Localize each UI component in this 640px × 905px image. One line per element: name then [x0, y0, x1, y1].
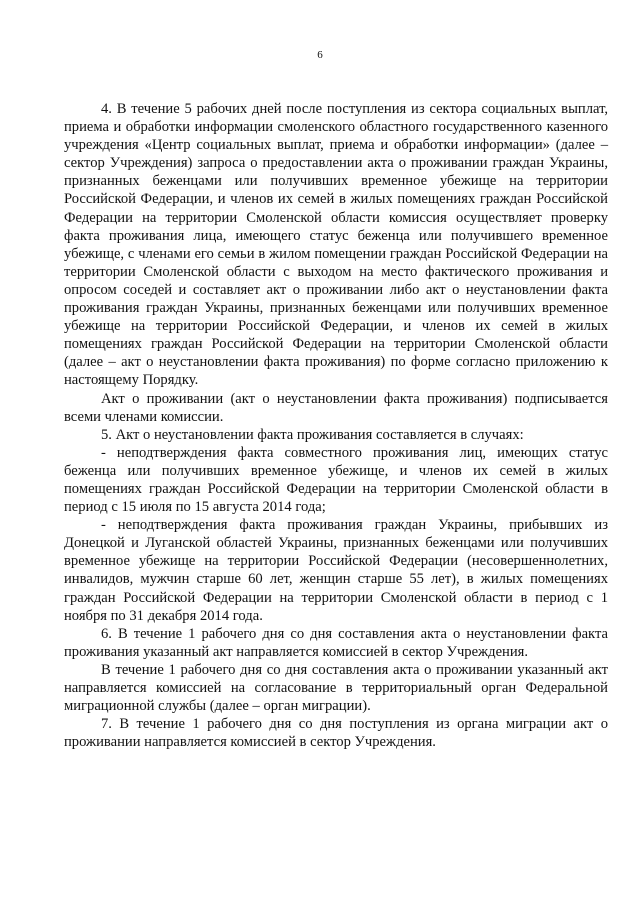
paragraph-item-7: 7. В течение 1 рабочего дня со дня поступления из органа миграции акт о проживании направляется комиссией в сектор Учреждения. — [64, 716, 608, 751]
paragraph-item-6: 6. В течение 1 рабочего дня со дня составления акта о неустановлении факта проживания указанный акт направляется комиссией в сектор Учреждения. — [64, 625, 608, 660]
paragraph-migration-approval: В течение 1 рабочего дня со дня составления акта о проживании указанный акт направляется комиссией на согласование в территориальный орган Федеральной миграционной службы (далее – орган миграции). — [64, 661, 608, 715]
document-body — [64, 100, 608, 751]
paragraph-item-4: 4. В течение 5 рабочих дней после поступления из сектора социальных выплат, приема и обработки информации смоленского областного государственного казенного учреждения «Центр социальных выплат, приема и обработки информации» (далее – сектор Учреждения) запроса о предоставлении акта о проживании граждан Украины, признанных беженцами или получивших временное убежище на территории Российской Федерации, и членов их семей в жилых помещениях граждан Российской Федерации на территории Смоленской области комиссия осуществляет проверку факта проживания лица, имеющего статус беженца или получившего временное убежище, с членами его семьи в жилом помещении граждан Российской Федерации на территории Смоленской области с выходом на место фактического проживания и опросом соседей и составляет акт о проживании либо акт о неустановлении факта проживания граждан Украины, признанных беженцами или получивших временное убежище на территории Российской Федерации, и членов их семей в жилых помещениях граждан Российской Федерации на территории Смоленской области (далее – акт о неустановлении факта проживания) по форме согласно приложению к настоящему Порядку. — [64, 101, 608, 389]
paragraph-act-signing: Акт о проживании (акт о неустановлении факта проживания) подписывается всеми членами комиссии. — [64, 390, 608, 425]
page-number: 6 — [317, 49, 323, 61]
paragraph-case-residence: - неподтверждения факта проживания граждан Украины, прибывших из Донецкой и Луганской областей Украины, признанных беженцами или получивших временное убежище на территории Российской Федерации (несовершеннолетних, инвалидов, мужчин старше 60 лет, женщин старше 55 лет), в жилых помещениях граждан Российской Федерации на территории Смоленской области в период с 1 ноября по 31 декабря 2014 года. — [64, 517, 608, 624]
paragraph-item-5: 5. Акт о неустановлении факта проживания составляется в случаях: — [101, 426, 524, 443]
paragraph-case-cohabitation: - неподтверждения факта совместного проживания лиц, имеющих статус беженца или получивших временное убежище, и членов их семей в жилых помещениях граждан Российской Федерации на территории Смоленской области в период с 15 июля по 15 августа 2014 года; — [64, 444, 608, 516]
